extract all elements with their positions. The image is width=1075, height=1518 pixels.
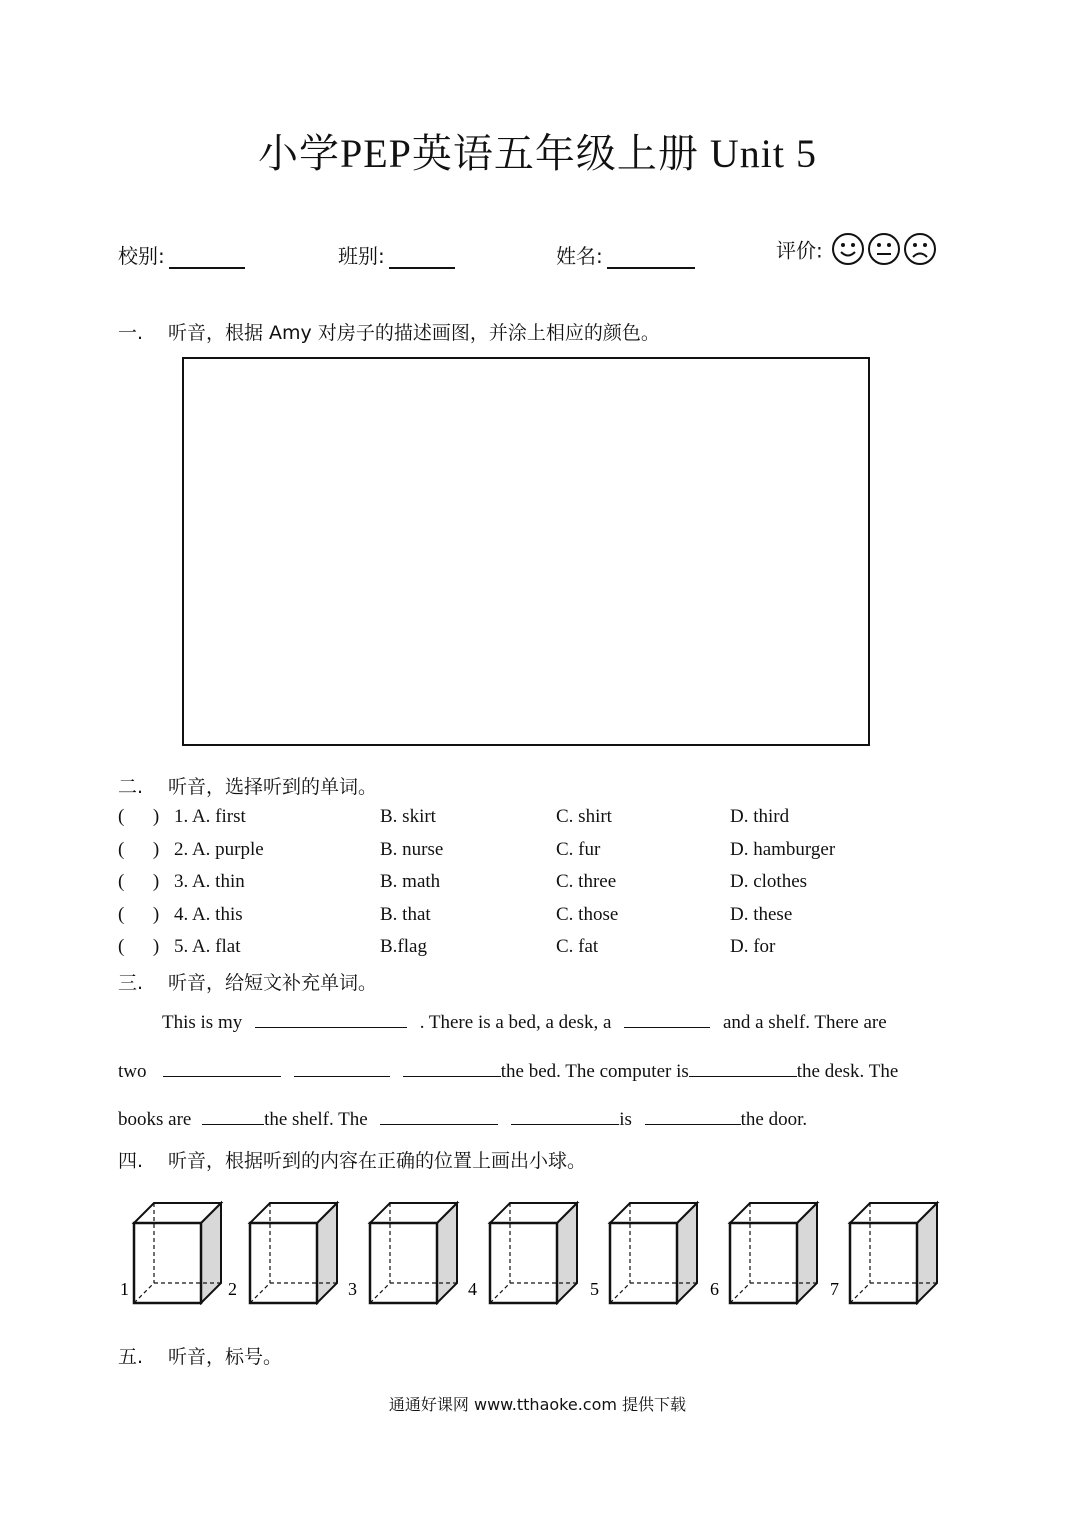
cube-label: 5 (590, 1279, 599, 1299)
option-c: C. fur (556, 839, 601, 860)
fill-blank[interactable] (403, 1058, 501, 1077)
fill-blank[interactable] (645, 1106, 741, 1125)
rating-field (776, 232, 937, 266)
class-field (338, 240, 455, 269)
cube-label: 7 (830, 1279, 839, 1299)
fill-blank[interactable] (255, 1009, 407, 1028)
school-label: 校别: (118, 244, 165, 268)
answer-bracket[interactable]: ( ) (118, 904, 160, 925)
cube-5[interactable] (590, 1203, 697, 1303)
option-b: B. skirt (380, 806, 436, 827)
option-d: D. clothes (730, 871, 808, 892)
cube-label: 2 (228, 1279, 237, 1299)
cube-label: 1 (120, 1279, 129, 1299)
option-a: 4. A. this (174, 904, 243, 925)
option-b: B. nurse (380, 839, 444, 860)
fill-blank[interactable] (202, 1106, 264, 1125)
option-b: B. that (380, 904, 431, 925)
option-a: 5. A. flat (174, 936, 241, 957)
cube-4[interactable] (468, 1203, 577, 1303)
fill-blank[interactable] (380, 1106, 498, 1125)
option-a: 3. A. thin (174, 871, 245, 892)
fill-blank[interactable] (163, 1058, 281, 1077)
cube-2[interactable] (228, 1203, 337, 1303)
rating-label: 评价: (776, 238, 823, 263)
option-c: C. fat (556, 936, 599, 957)
passage-line-3: books are the shelf. The is the door. (118, 1106, 807, 1131)
answer-bracket[interactable]: ( ) (118, 936, 160, 957)
fill-blank[interactable] (511, 1106, 619, 1125)
school-blank[interactable] (169, 247, 245, 269)
passage-line-2: two the bed. The computer is the desk. The (118, 1058, 898, 1083)
section-2-heading: 二. 听音，选择听到的单词。 (118, 776, 378, 798)
option-d: D. third (730, 806, 790, 827)
option-b: B. math (380, 871, 441, 892)
answer-bracket[interactable]: ( ) (118, 806, 160, 827)
fill-blank[interactable] (294, 1058, 390, 1077)
choice-row-2 (118, 839, 918, 865)
school-field (118, 240, 245, 269)
cube-row (110, 1195, 970, 1305)
smile-face-icon[interactable] (831, 232, 865, 266)
option-d: D. hamburger (730, 839, 836, 860)
cube-label: 4 (468, 1279, 477, 1299)
sad-face-icon[interactable] (903, 232, 937, 266)
section-5-heading: 五. 听音，标号。 (118, 1346, 283, 1368)
cube-3[interactable] (348, 1203, 457, 1303)
fill-blank[interactable] (689, 1058, 797, 1077)
cube-7[interactable] (830, 1203, 937, 1303)
choice-row-4 (118, 904, 918, 930)
passage-line-1: This is my . There is a bed, a desk, a and a shelf. There are (162, 1009, 887, 1034)
option-c: C. those (556, 904, 619, 925)
neutral-face-icon[interactable] (867, 232, 901, 266)
option-c: C. three (556, 871, 617, 892)
name-blank[interactable] (607, 247, 695, 269)
choice-row-1 (118, 806, 918, 832)
option-b: B.flag (380, 936, 427, 957)
choice-row-3 (118, 871, 918, 897)
cube-1[interactable] (120, 1203, 221, 1303)
option-a: 1. A. first (174, 806, 246, 827)
cube-label: 6 (710, 1279, 719, 1299)
drawing-box[interactable] (182, 357, 870, 746)
option-a: 2. A. purple (174, 839, 264, 860)
option-d: D. these (730, 904, 793, 925)
section-1-heading: 一. 听音，根据 Amy 对房子的描述画图，并涂上相应的颜色。 (118, 322, 660, 344)
class-blank[interactable] (389, 247, 455, 269)
page-title: 小学PEP英语五年级上册 Unit 5 (257, 131, 818, 176)
cube-6[interactable] (710, 1203, 817, 1303)
name-label: 姓名: (556, 244, 603, 268)
class-label: 班别: (338, 244, 385, 268)
option-c: C. shirt (556, 806, 612, 827)
choice-row-5 (118, 936, 918, 962)
name-field (556, 240, 695, 269)
cube-label: 3 (348, 1279, 357, 1299)
fill-blank[interactable] (624, 1009, 710, 1028)
footer-text: 通通好课网 www.tthaoke.com 提供下载 (388, 1395, 687, 1414)
section-4-heading: 四. 听音，根据听到的内容在正确的位置上画出小球。 (118, 1150, 587, 1172)
option-d: D. for (730, 936, 776, 957)
section-3-heading: 三. 听音，给短文补充单词。 (118, 972, 378, 994)
answer-bracket[interactable]: ( ) (118, 871, 160, 892)
answer-bracket[interactable]: ( ) (118, 839, 160, 860)
